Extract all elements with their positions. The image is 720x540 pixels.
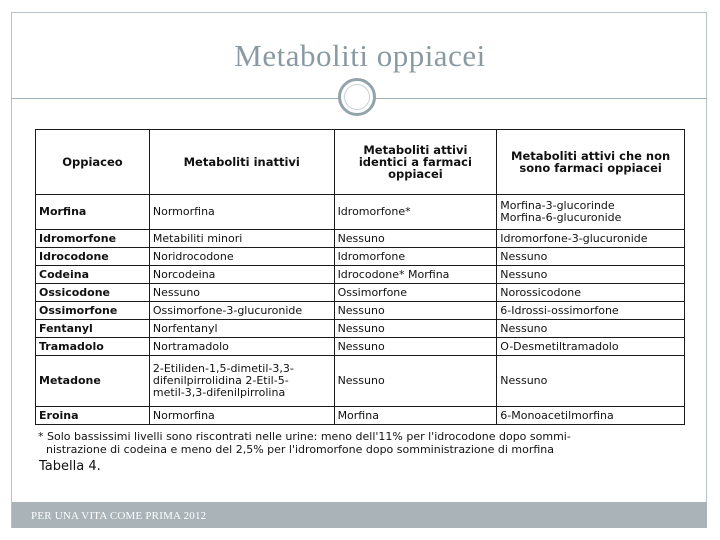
cell-attivi-non-farmaci: Nessuno: [497, 248, 685, 266]
cell-oppiaceo: Idrocodone: [36, 248, 150, 266]
cell-oppiaceo: Codeina: [36, 266, 150, 284]
cell-inattivi: Norfentanyl: [149, 320, 334, 338]
cell-attivi-identici: Ossimorfone: [334, 284, 497, 302]
header-oppiaceo: Oppiaceo: [36, 130, 150, 195]
cell-oppiaceo: Idromorfone: [36, 230, 150, 248]
cell-inattivi: Nessuno: [149, 284, 334, 302]
cell-oppiaceo: Ossicodone: [36, 284, 150, 302]
cell-inattivi: Normorfina: [149, 407, 334, 425]
header-metaboliti-attivi-non-farmaci: Metaboliti attivi che non sono farmaci oppiacei: [497, 130, 685, 195]
cell-attivi-identici: Idrocodone* Morfina: [334, 266, 497, 284]
table-row: [36, 266, 685, 284]
cell-attivi-identici: Nessuno: [334, 230, 497, 248]
table-image-panel: [25, 124, 694, 476]
header-metaboliti-inattivi: Metaboliti inattivi: [149, 130, 334, 195]
cell-attivi-identici: Nessuno: [334, 356, 497, 407]
cell-inattivi: Metabiliti minori: [149, 230, 334, 248]
cell-inattivi: 2-Etiliden-1,5-dimetil-3,3- difenilpirrolidina 2-Etil-5- metil-3,3-difenilpirrolina: [149, 356, 334, 407]
footer-bar: [12, 502, 707, 528]
table-caption: Tabella 4.: [39, 459, 101, 474]
cell-oppiaceo: Metadone: [36, 356, 150, 407]
table-row: [36, 320, 685, 338]
cell-attivi-non-farmaci: Norossicodone: [497, 284, 685, 302]
table-row: [36, 284, 685, 302]
table-row: [36, 302, 685, 320]
cell-attivi-identici: Nessuno: [334, 338, 497, 356]
cell-attivi-identici: Morfina: [334, 407, 497, 425]
cell-inattivi: Nortramadolo: [149, 338, 334, 356]
ring-ornament-icon: [338, 78, 376, 116]
table-row: [36, 356, 685, 407]
table-row: [36, 338, 685, 356]
header-metaboliti-attivi-identici: Metaboliti attivi identici a farmaci oppiacei: [334, 130, 497, 195]
cell-attivi-non-farmaci: O-Desmetiltramadolo: [497, 338, 685, 356]
cell-attivi-non-farmaci: Idromorfone-3-glucuronide: [497, 230, 685, 248]
table-row: [36, 195, 685, 230]
cell-oppiaceo: Eroina: [36, 407, 150, 425]
cell-attivi-non-farmaci: 6-Monoacetilmorfina: [497, 407, 685, 425]
cell-inattivi: Ossimorfone-3-glucuronide: [149, 302, 334, 320]
footnote-line-2: nistrazione di codeina e meno del 2,5% per l'idromorfone dopo somministrazione di morfina: [46, 443, 554, 456]
table-row: [36, 407, 685, 425]
cell-oppiaceo: Morfina: [36, 195, 150, 230]
cell-inattivi: Normorfina: [149, 195, 334, 230]
cell-attivi-identici: Nessuno: [334, 302, 497, 320]
table-header-row: [36, 130, 685, 195]
opioid-metabolites-table: [35, 129, 685, 425]
cell-oppiaceo: Fentanyl: [36, 320, 150, 338]
cell-oppiaceo: Ossimorfone: [36, 302, 150, 320]
cell-attivi-non-farmaci: Morfina-3-glucorinde Morfina-6-glucuronide: [497, 195, 685, 230]
cell-attivi-non-farmaci: Nessuno: [497, 320, 685, 338]
table-row: [36, 248, 685, 266]
footer-text: PER UNA VITA COME PRIMA 2012: [31, 510, 207, 522]
cell-attivi-identici: Idromorfone*: [334, 195, 497, 230]
cell-inattivi: Noridrocodone: [149, 248, 334, 266]
cell-attivi-identici: Idromorfone: [334, 248, 497, 266]
cell-attivi-non-farmaci: 6-Idrossi-ossimorfone: [497, 302, 685, 320]
cell-attivi-identici: Nessuno: [334, 320, 497, 338]
cell-inattivi: Norcodeina: [149, 266, 334, 284]
cell-attivi-non-farmaci: Nessuno: [497, 266, 685, 284]
cell-attivi-non-farmaci: Nessuno: [497, 356, 685, 407]
table-row: [36, 230, 685, 248]
cell-oppiaceo: Tramadolo: [36, 338, 150, 356]
slide-title: Metaboliti oppiacei: [234, 38, 486, 73]
footnote-line-1: * Solo bassissimi livelli sono riscontrati nelle urine: meno dell'11% per l'idrocodone dopo sommi-: [38, 430, 571, 443]
table-footnote: [38, 430, 688, 456]
